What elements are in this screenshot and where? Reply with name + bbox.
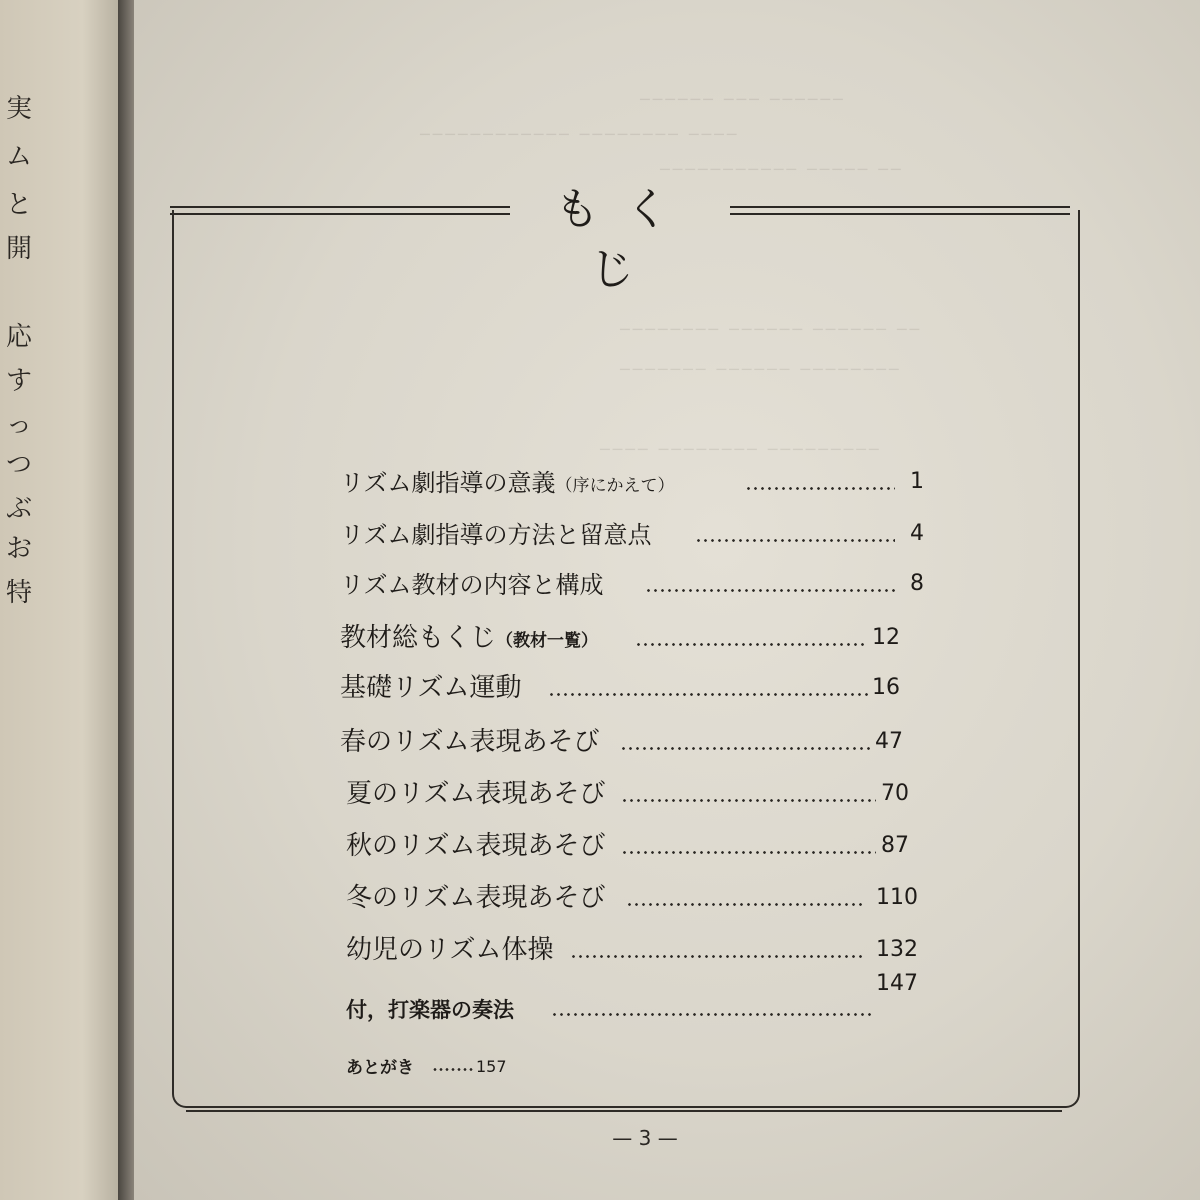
toc-page-number: 87 (881, 833, 909, 858)
facing-char: ム (6, 142, 33, 172)
toc-entry-title: 春のリズム表現あそび (340, 727, 600, 757)
toc-entry[interactable] (346, 930, 936, 966)
toc-entry[interactable] (340, 618, 930, 654)
page-title: もくじ (555, 184, 695, 295)
toc-entry-note: （教材一覧） (496, 631, 599, 651)
facing-char: 実 (6, 94, 33, 124)
leader-dots (635, 643, 867, 646)
leader-dots (620, 747, 870, 750)
leader-dots (626, 903, 866, 906)
toc-entry-title: リズム教材の内容と構成 (340, 571, 604, 599)
facing-char: 応 (6, 322, 33, 352)
toc-page-number: 1 (910, 469, 924, 494)
leader-dots (432, 1068, 474, 1071)
toc-entry[interactable] (340, 514, 930, 550)
toc-page-number: 8 (910, 571, 924, 596)
leader-dots (621, 799, 876, 802)
leader-dots (645, 589, 895, 592)
toc-page-number: 47 (875, 729, 903, 754)
leader-dots (745, 487, 895, 490)
facing-char: 開 (6, 234, 33, 264)
facing-char: 特 (6, 578, 33, 608)
leader-dots (621, 851, 876, 854)
toc-page-number: 147 (876, 971, 918, 996)
facing-char: つ (6, 450, 33, 480)
toc-page-number: 4 (910, 521, 924, 546)
toc-entry[interactable] (346, 878, 936, 914)
toc-page-number: 12 (872, 625, 900, 650)
facing-char: っ (6, 410, 33, 440)
leader-dots (570, 955, 866, 958)
leader-dots (548, 693, 868, 696)
toc-entry[interactable] (346, 971, 936, 1024)
toc-entry-title: あとがき (346, 1058, 414, 1078)
facing-char: ぶ (6, 494, 33, 524)
toc-page-number: 16 (872, 675, 900, 700)
toc-entry-title: 基礎リズム運動 (340, 673, 522, 703)
toc-page-number: 110 (876, 885, 918, 910)
toc-page-number: 70 (881, 781, 909, 806)
toc-entry-title: リズム劇指導の方法と留意点 (340, 521, 652, 549)
facing-char: と (6, 190, 33, 220)
toc-entry-title: 夏のリズム表現あそび (346, 779, 606, 809)
toc-entry-title: 秋のリズム表現あそび (346, 831, 606, 861)
toc-entry-title: 教材総もくじ (340, 623, 497, 653)
toc-entry-note: （序にかえて） (555, 476, 675, 496)
toc-entry-title: 幼児のリズム体操 (346, 935, 554, 965)
toc-entry[interactable] (340, 462, 930, 498)
toc-entry[interactable] (346, 1042, 546, 1078)
toc-entry[interactable] (346, 774, 936, 810)
toc-entry[interactable] (340, 722, 930, 758)
toc-entry-title: 冬のリズム表現あそび (346, 883, 606, 913)
toc-entry-title: リズム劇指導の意義 (340, 469, 556, 497)
leader-dots (551, 1013, 871, 1016)
facing-char: お (6, 534, 33, 564)
leader-dots (695, 539, 895, 542)
toc-entry[interactable] (346, 826, 936, 862)
page-number: — 3 — (612, 1126, 678, 1150)
toc-page-number: 157 (476, 1057, 507, 1076)
toc-entry[interactable] (340, 668, 930, 704)
toc-page-number: 132 (876, 937, 918, 962)
toc-entry[interactable] (340, 564, 930, 600)
toc-entry-title: 付，打楽器の奏法 (346, 997, 514, 1022)
facing-char: す (6, 366, 33, 396)
